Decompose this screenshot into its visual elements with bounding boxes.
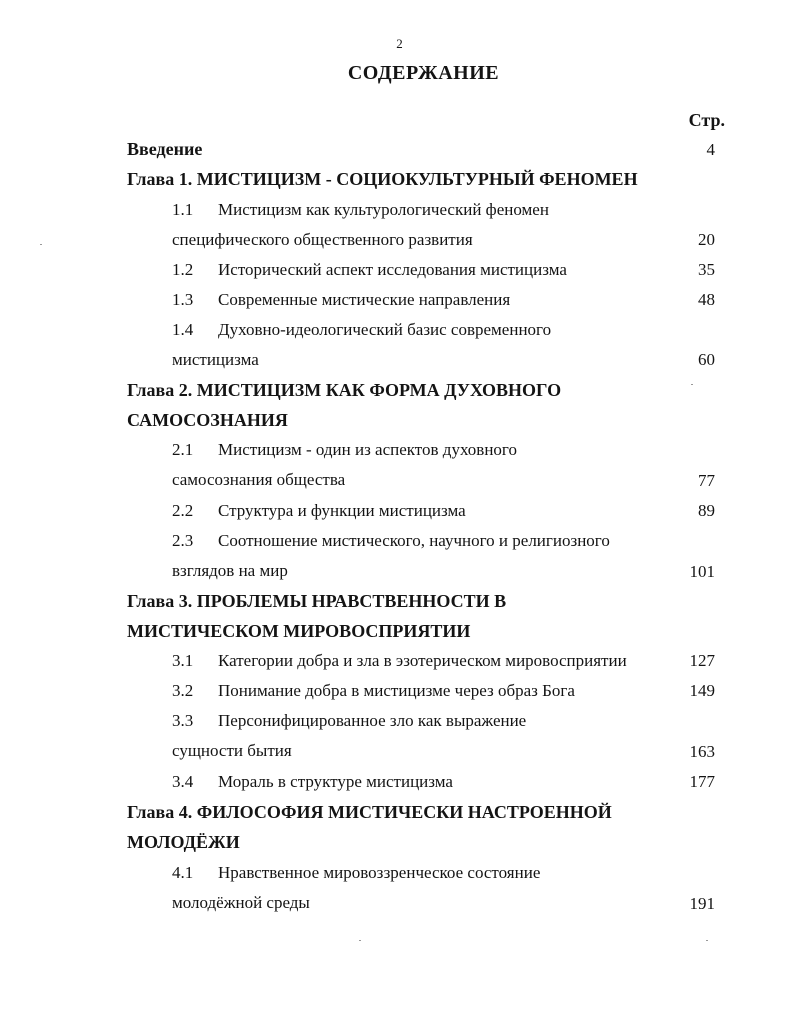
section-number: 1.2 <box>172 260 194 279</box>
toc-title: СОДЕРЖАНИЕ <box>347 62 500 84</box>
section-title: Мораль в структуре мистицизма <box>218 772 453 791</box>
section-title: Персонифицированное зло как выражение <box>218 711 527 730</box>
section-title: Нравственное мировоззренческое состояние <box>218 863 541 882</box>
toc-page-3-4: 177 <box>689 772 715 791</box>
section-number: 3.3 <box>172 711 194 730</box>
section-number: 2.2 <box>172 501 194 520</box>
section-number: 2.3 <box>172 531 194 550</box>
page-column-header: Стр. <box>688 110 725 130</box>
toc-entry-1-1-cont: специфического общественного развития <box>172 230 473 249</box>
section-number: 1.3 <box>172 290 194 309</box>
toc-entry-1-1 <box>172 200 549 220</box>
toc-entry-3-2 <box>172 681 575 701</box>
chapter-4-title: Глава 4. ФИЛОСОФИЯ МИСТИЧЕСКИ НАСТРОЕННОЙ <box>127 802 612 822</box>
toc-entry-1-4 <box>172 320 551 340</box>
toc-page-3-2: 149 <box>689 681 715 700</box>
scan-speck <box>691 384 693 385</box>
toc-entry-3-4 <box>172 772 453 792</box>
toc-entry-2-2 <box>172 501 466 521</box>
page-number: 2 <box>396 36 403 51</box>
section-number: 1.1 <box>172 200 194 219</box>
scan-speck <box>359 940 361 941</box>
section-number: 3.2 <box>172 681 194 700</box>
toc-entry-2-3 <box>172 531 610 551</box>
toc-page-intro: 4 <box>706 140 715 159</box>
toc-page-4-1: 191 <box>689 894 715 913</box>
scan-speck <box>40 244 42 245</box>
scan-speck <box>706 940 708 941</box>
chapter-4-title-cont: МОЛОДЁЖИ <box>127 832 240 852</box>
section-title: Соотношение мистического, научного и религиозного <box>218 531 610 550</box>
toc-entry-2-1 <box>172 440 517 460</box>
toc-entry-intro: Введение <box>127 139 203 159</box>
toc-entry-4-1 <box>172 863 540 883</box>
toc-page-2-3: 101 <box>689 562 715 581</box>
toc-entry-1-3 <box>172 290 510 310</box>
toc-entry-3-1 <box>172 651 627 671</box>
section-title: Исторический аспект исследования мистицизма <box>218 260 567 279</box>
section-title: Категории добра и зла в эзотерическом мировосприятии <box>218 651 627 670</box>
chapter-2-title: Глава 2. МИСТИЦИЗМ КАК ФОРМА ДУХОВНОГО <box>127 380 562 400</box>
chapter-1-title: Глава 1. МИСТИЦИЗМ - СОЦИОКУЛЬТУРНЫЙ ФЕНОМЕН <box>127 169 638 189</box>
toc-entry-4-1-cont: молодёжной среды <box>172 893 310 912</box>
section-number: 3.4 <box>172 772 194 791</box>
section-number: 4.1 <box>172 863 194 882</box>
section-title: Современные мистические направления <box>218 290 511 309</box>
section-number: 3.1 <box>172 651 194 670</box>
toc-entry-1-2 <box>172 260 567 280</box>
toc-entry-2-1-cont: самосознания общества <box>172 470 346 489</box>
toc-page-2-1: 77 <box>698 471 715 490</box>
toc-entry-3-3 <box>172 711 526 731</box>
toc-page-1-2: 35 <box>698 260 715 279</box>
chapter-2-title-cont: САМОСОЗНАНИЯ <box>127 410 288 430</box>
toc-entry-1-4-cont: мистицизма <box>172 350 259 369</box>
toc-page-2-2: 89 <box>698 501 715 520</box>
toc-entry-2-3-cont: взглядов на мир <box>172 561 288 580</box>
section-number: 1.4 <box>172 320 194 339</box>
section-title: Структура и функции мистицизма <box>218 501 466 520</box>
section-title: Духовно-идеологический базис современного <box>218 320 552 339</box>
section-title: Понимание добра в мистицизме через образ Бога <box>218 681 575 700</box>
toc-page-1-4: 60 <box>698 350 715 369</box>
section-title: Мистицизм как культурологический феномен <box>218 200 549 219</box>
chapter-3-title-cont: МИСТИЧЕСКОМ МИРОВОСПРИЯТИИ <box>127 621 471 641</box>
toc-page-1-1: 20 <box>698 230 715 249</box>
section-title: Мистицизм - один из аспектов духовного <box>218 440 517 459</box>
chapter-3-title: Глава 3. ПРОБЛЕМЫ НРАВСТВЕННОСТИ В <box>127 591 507 611</box>
toc-page-3-1: 127 <box>689 651 715 670</box>
toc-page-3-3: 163 <box>689 742 715 761</box>
section-number: 2.1 <box>172 440 194 459</box>
toc-entry-3-3-cont: сущности бытия <box>172 741 292 760</box>
toc-page-1-3: 48 <box>698 290 715 309</box>
